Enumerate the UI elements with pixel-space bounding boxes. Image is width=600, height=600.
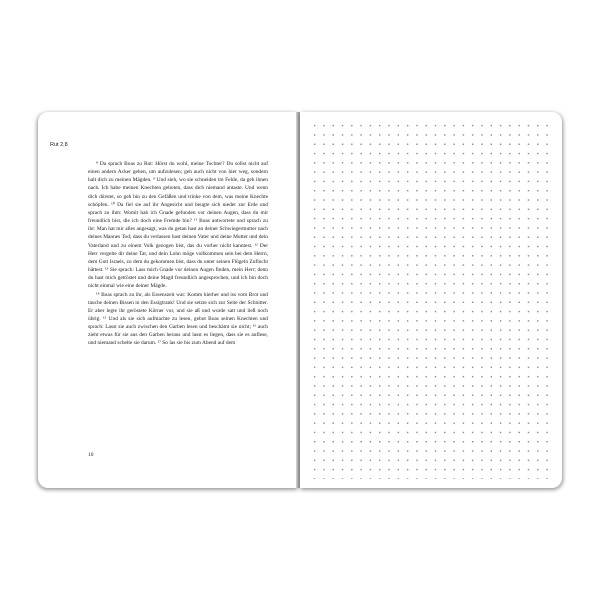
open-notebook bbox=[38, 112, 562, 490]
running-head: Rut 2,8 bbox=[50, 142, 68, 148]
right-page bbox=[300, 112, 562, 488]
paragraph: ¹⁴ Boas sprach zu ihr, als Essenszeit war: Komm hierher und iss vom Brot und tauche deinen Bissen in den Essigtrank! Und sie setzte sich zur Seite der Schnitter. Er aber legte ihr geröstete Körner vor, und sie aß und wurde satt und ließ noch übrig. ¹⁵ Und als sie sich aufmachte zu lesen, gebot Boas seinen Knechten und sprach: Lasst sie auch zwischen den Garben lesen und beschämt sie nicht; ¹⁶ auch zieht etwas für sie aus den Garben heraus und lasst es liegen, dass sie es auflese, und niemand schelte sie darum. ¹⁷ So las sie bis zum Abend auf dem bbox=[88, 291, 268, 347]
bible-text-block bbox=[88, 160, 268, 348]
left-page bbox=[38, 112, 298, 488]
dot-grid bbox=[310, 121, 552, 479]
page-number: 10 bbox=[88, 452, 94, 458]
paragraph: ⁸ Da sprach Boas zu Rut: Hörst du wohl, meine Tochter? Du sollst nicht auf einen andern Acker gehen, um aufzulesen; geh auch nicht von hier weg, sondern halt dich zu meinen Mägden. ⁹ Und sieh, wo sie schneiden im Felde, da geh ihnen nach. Ich habe meinen Knechten geboten, dass dich niemand antaste. Und wenn dich dürstet, so geh hin zu den Gefäßen und trinke von dem, was meine Knechte schöpfen. ¹⁰ Da fiel sie auf ihr Angesicht und beugte sich nieder zur Erde und sprach zu ihm: Womit hab ich Gnade gefunden vor deinen Augen, dass du mir freundlich bist, die ich doch eine Fremde bin? ¹¹ Boas antwortete und sprach zu ihr: Man hat mir alles angesagt, was du getan hast an deiner Schwiegermutter nach deines Mannes Tod; dass du verlassen hast deinen Vater und deine Mutter und dein Vaterland und zu einem Volk gezogen bist, das du vorher nicht kanntest. ¹² Der Herr vergelte dir deine Tat, und dein Lohn möge vollkommen sein bei dem Herrn, dem Gott Israels, zu dem du gekommen bist, dass du unter seinen Flügeln Zuflucht hättest. ¹³ Sie sprach: Lass mich Gnade vor deinen Augen finden, mein Herr; denn du hast mich getröstet und deine Magd freundlich angesprochen, und ich bin doch nicht einmal wie eine deiner Mägde. bbox=[88, 161, 268, 290]
